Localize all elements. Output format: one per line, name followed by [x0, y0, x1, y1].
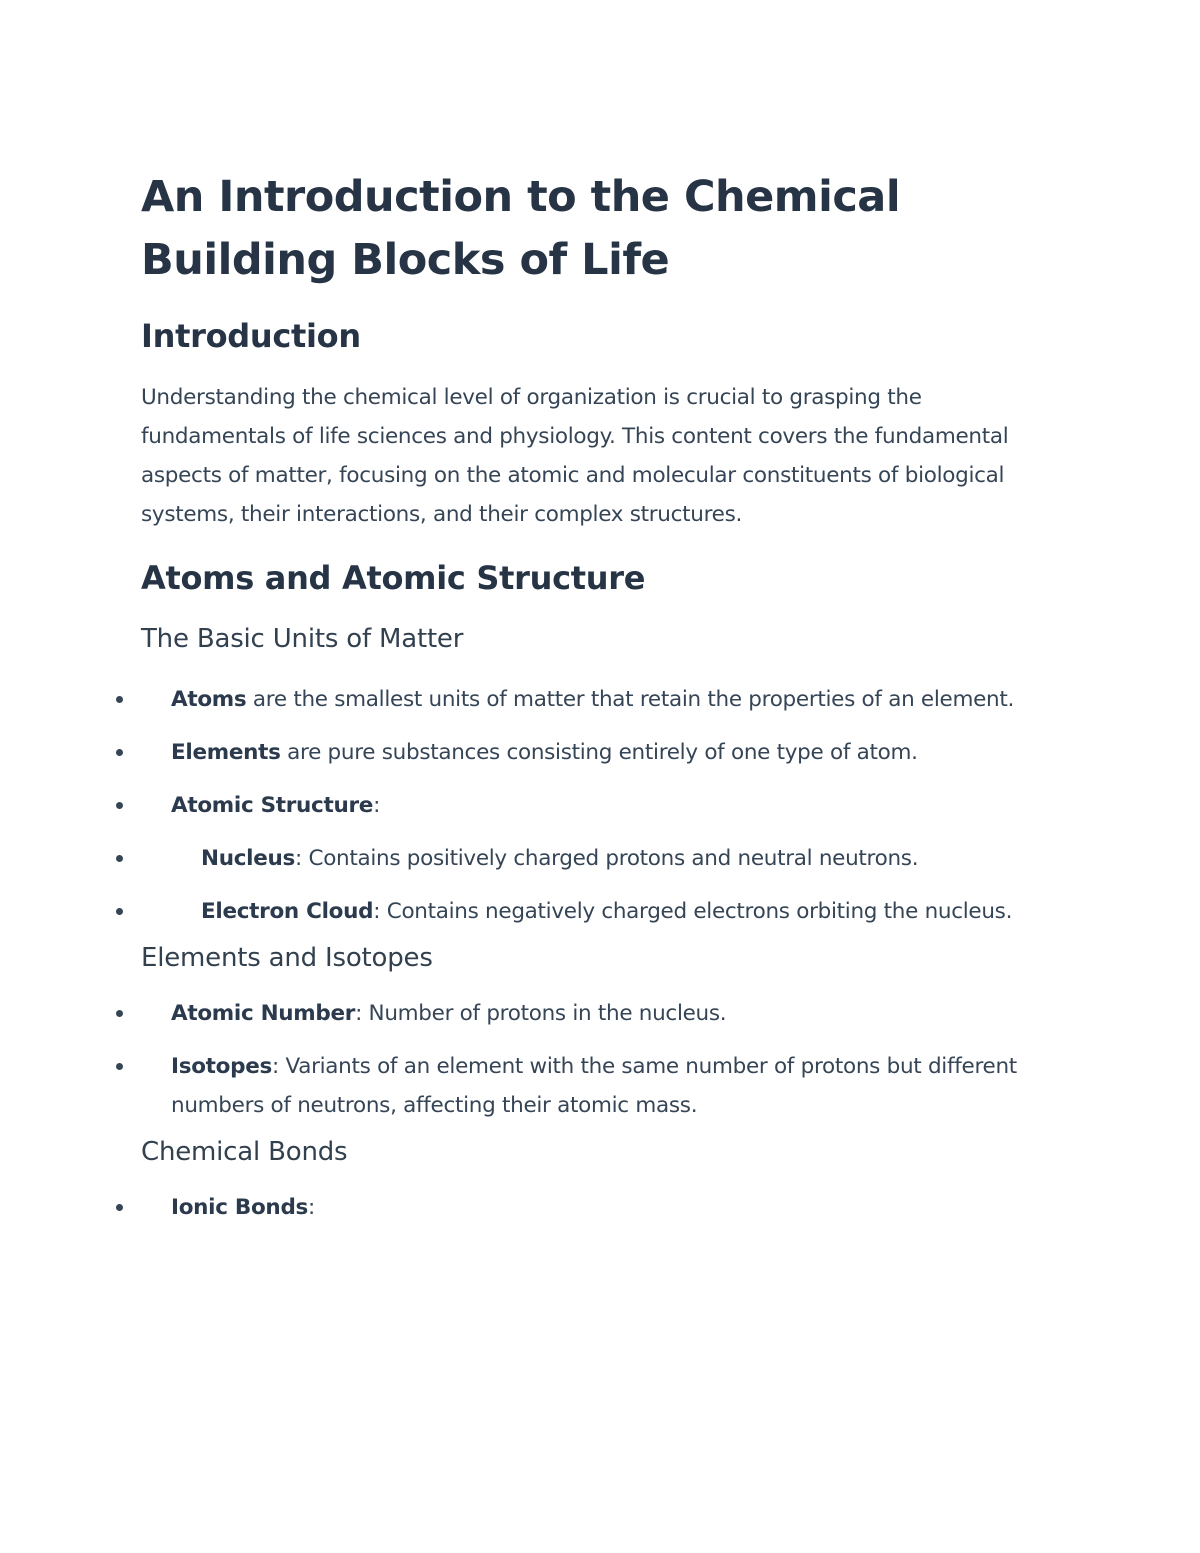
term-isotopes: Isotopes: [171, 1054, 272, 1079]
list-item-elements: [141, 733, 1050, 772]
term-electron-cloud: Electron Cloud: [201, 899, 374, 924]
sub-list-item-electron-cloud: [141, 892, 1050, 931]
introduction-heading: Introduction: [141, 317, 361, 355]
basic-units-list: [141, 680, 1050, 931]
document-title: An Introduction to the Chemical Building Blocks of Life: [141, 172, 901, 285]
bullet-icon: [116, 908, 123, 915]
bullet-icon: [116, 855, 123, 862]
list-item-atomic-number: [141, 994, 1050, 1033]
bullet-icon: [116, 1063, 123, 1070]
term-atomic-number: Atomic Number: [171, 1001, 356, 1026]
bullet-icon: [116, 802, 123, 809]
definition-electron-cloud: : Contains negatively charged electrons orbiting the nucleus.: [373, 899, 1013, 924]
definition-atomic-number: : Number of protons in the nucleus.: [355, 1001, 727, 1026]
bullet-icon: [116, 749, 123, 756]
sub-list-item-nucleus: [141, 839, 1050, 878]
bullet-icon: [116, 696, 123, 703]
basic-units-heading: The Basic Units of Matter: [141, 624, 464, 654]
definition-atoms: are the smallest units of matter that retain the properties of an element.: [246, 687, 1015, 712]
definition-isotopes: : Variants of an element with the same number of protons but different numbers of neutrons, affecting their atomic mass.: [171, 1054, 1017, 1118]
atoms-heading: Atoms and Atomic Structure: [141, 559, 646, 597]
list-item-ionic-bonds: [141, 1188, 1050, 1227]
list-item-isotopes: [141, 1047, 1050, 1125]
term-elements: Elements: [171, 740, 281, 765]
term-ionic-bonds: Ionic Bonds: [171, 1195, 309, 1220]
bullet-icon: [116, 1204, 123, 1211]
elements-isotopes-heading: Elements and Isotopes: [141, 943, 433, 973]
definition-ionic-bonds: :: [308, 1195, 315, 1220]
chemical-bonds-heading: Chemical Bonds: [141, 1137, 348, 1167]
chemical-bonds-list: [141, 1188, 1050, 1227]
elements-isotopes-list: [141, 994, 1050, 1125]
introduction-paragraph: Understanding the chemical level of organization is crucial to grasping the fundamentals of life sciences and physiology. This content covers the fundamental aspects of matter, focusing on the atomic and molecular constituents of biological systems, their interactions, and their complex structures.: [141, 385, 1009, 527]
term-atoms: Atoms: [171, 687, 247, 712]
term-nucleus: Nucleus: [201, 846, 295, 871]
definition-nucleus: : Contains positively charged protons and neutral neutrons.: [295, 846, 919, 871]
list-item-atomic-structure: [141, 786, 1050, 825]
bullet-icon: [116, 1010, 123, 1017]
definition-atomic-structure: :: [373, 793, 381, 818]
term-atomic-structure: Atomic Structure: [171, 793, 374, 818]
list-item-atoms: [141, 680, 1050, 719]
definition-elements: are pure substances consisting entirely of one type of atom.: [280, 740, 918, 765]
